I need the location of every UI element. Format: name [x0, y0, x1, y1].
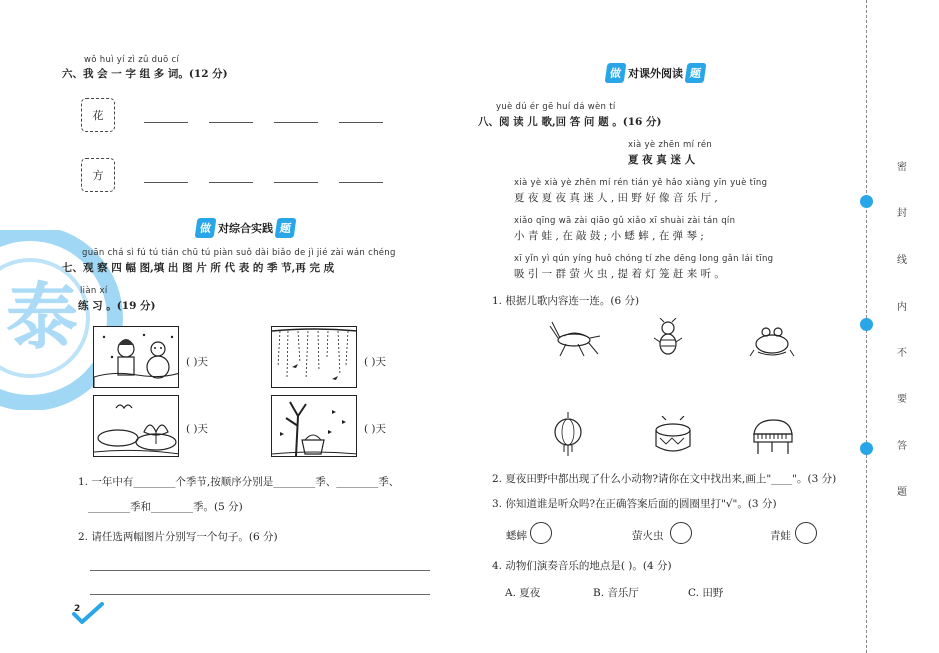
seal-char: 线	[897, 255, 907, 266]
answer-blank[interactable]	[209, 122, 253, 123]
banner-part3: 题	[685, 63, 707, 83]
r3-question: 3. 你知道谁是听众吗?在正确答案后面的圆圈里打"√"。(3 分)	[492, 498, 777, 510]
answer-blank[interactable]	[274, 122, 318, 123]
answer-blank[interactable]	[339, 122, 383, 123]
answer-blank[interactable]	[144, 182, 188, 183]
char-box-hua: 花	[81, 98, 115, 132]
seal-char: 封	[897, 208, 907, 219]
answer-blank[interactable]	[339, 182, 383, 183]
option-frog-label: 青蛙	[770, 530, 791, 542]
q7-sub2: 2. 请任选两幅图片分别写一个句子。(6 分)	[78, 531, 278, 543]
writing-line[interactable]	[90, 594, 430, 595]
binding-dot	[860, 195, 873, 208]
poem-line: 吸 引 一 群 萤 火 虫 , 提 着 灯 笼 赶 来 听 。	[514, 268, 725, 280]
poem-line: 夏 夜 夏 夜 真 迷 人 , 田 野 好 像 音 乐 厅 ,	[514, 192, 718, 204]
banner-part1: 做	[195, 218, 217, 238]
banner-part2: 对综合实践	[218, 222, 273, 235]
poem-title-pinyin: xià yè zhēn mí rén	[628, 140, 713, 150]
q8-pinyin: yuè dú ér gē huí dá wèn tí	[496, 102, 616, 112]
banner-practice	[196, 218, 295, 238]
season-blank[interactable]: ( )天	[364, 356, 387, 368]
season-blank[interactable]: ( )天	[186, 356, 209, 368]
poem-line-pinyin: xī yǐn yì qún yíng huǒ chóng tí zhe dēng long gǎn lái tīng	[514, 254, 774, 264]
spring-willow-image	[271, 326, 357, 388]
cricket-icon[interactable]	[548, 320, 602, 360]
banner-reading	[606, 63, 705, 83]
answer-blank[interactable]	[144, 122, 188, 123]
poem-title: 夏 夜 真 迷 人	[628, 154, 696, 166]
r4-option-c[interactable]: C. 田野	[688, 587, 724, 599]
char-box-fang: 方	[81, 158, 115, 192]
q8-title: 八、阅 读 儿 歌,回 答 问 题 。(16 分)	[478, 116, 662, 128]
r2-question: 2. 夏夜田野中都出现了什么小动物?请你在文中找出来,画上"____"。(3 分)	[492, 473, 837, 485]
poem-line-pinyin: xiǎo qīng wā zài qiāo gǔ xiǎo xī shuài zài tán qín	[514, 216, 736, 226]
piano-icon[interactable]	[750, 416, 796, 456]
winter-snowman-image	[93, 326, 179, 388]
drum-icon[interactable]	[652, 416, 694, 456]
binding-dot	[860, 318, 873, 331]
answer-circle[interactable]	[530, 522, 552, 544]
seal-char: 要	[897, 394, 907, 405]
season-blank[interactable]: ( )天	[364, 423, 387, 435]
q6-pinyin: wǒ huì yí zì zǔ duō cí	[84, 55, 180, 65]
r4-option-b[interactable]: B. 音乐厅	[593, 587, 639, 599]
r4-question: 4. 动物们演奏音乐的地点是( )。(4 分)	[492, 560, 672, 572]
option-cricket-label: 蟋蟀	[506, 530, 527, 542]
seal-char: 题	[897, 487, 907, 498]
r1-question: 1. 根据儿歌内容连一连。(6 分)	[492, 295, 640, 307]
answer-blank[interactable]	[274, 182, 318, 183]
banner-part3: 题	[275, 218, 297, 238]
q7-sub1-line2: ________季和________季。(5 分)	[88, 501, 243, 513]
q7-pinyin: guān chá sì fú tú tián chū tú piàn suǒ dài biǎo de jì jié zài wán chéng	[82, 248, 396, 258]
q7-sub1-line1: 1. 一年中有________个季节,按顺序分别是________季、________季、	[78, 476, 400, 488]
seal-char: 内	[897, 302, 907, 313]
svg-text:泰: 泰	[6, 275, 79, 359]
r4-option-a[interactable]: A. 夏夜	[505, 587, 541, 599]
page-number: 2	[74, 604, 81, 614]
summer-lotus-image	[93, 395, 179, 457]
answer-blank[interactable]	[209, 182, 253, 183]
poem-line: 小 青 蛙 , 在 敲 鼓 ; 小 蟋 蟀 , 在 弹 琴 ;	[514, 230, 704, 242]
seal-char: 不	[897, 348, 907, 359]
binding-dot	[860, 442, 873, 455]
frog-icon[interactable]	[748, 322, 796, 358]
q7-title2: 练 习 。(19 分)	[78, 300, 156, 312]
q7-pinyin2: liàn xí	[80, 286, 108, 296]
writing-line[interactable]	[90, 570, 430, 571]
autumn-tree-image	[271, 395, 357, 457]
season-blank[interactable]: ( )天	[186, 423, 209, 435]
seal-char: 密	[897, 162, 907, 173]
answer-circle[interactable]	[670, 522, 692, 544]
banner-part2: 对课外阅读	[628, 67, 683, 80]
firefly-icon[interactable]	[652, 318, 684, 360]
banner-part1: 做	[605, 63, 627, 83]
q7-title: 七、观 察 四 幅 图,填 出 图 片 所 代 表 的 季 节,再 完 成	[62, 262, 335, 274]
lantern-icon[interactable]	[552, 412, 584, 458]
answer-circle[interactable]	[795, 522, 817, 544]
q6-title: 六、我 会 一 字 组 多 词。(12 分)	[62, 68, 228, 80]
seal-char: 答	[897, 441, 907, 452]
page-number-badge	[72, 602, 104, 630]
poem-line-pinyin: xià yè xià yè zhēn mí rén tián yě hǎo xiàng yīn yuè tīng	[514, 178, 768, 188]
option-firefly-label: 萤火虫	[632, 530, 664, 542]
